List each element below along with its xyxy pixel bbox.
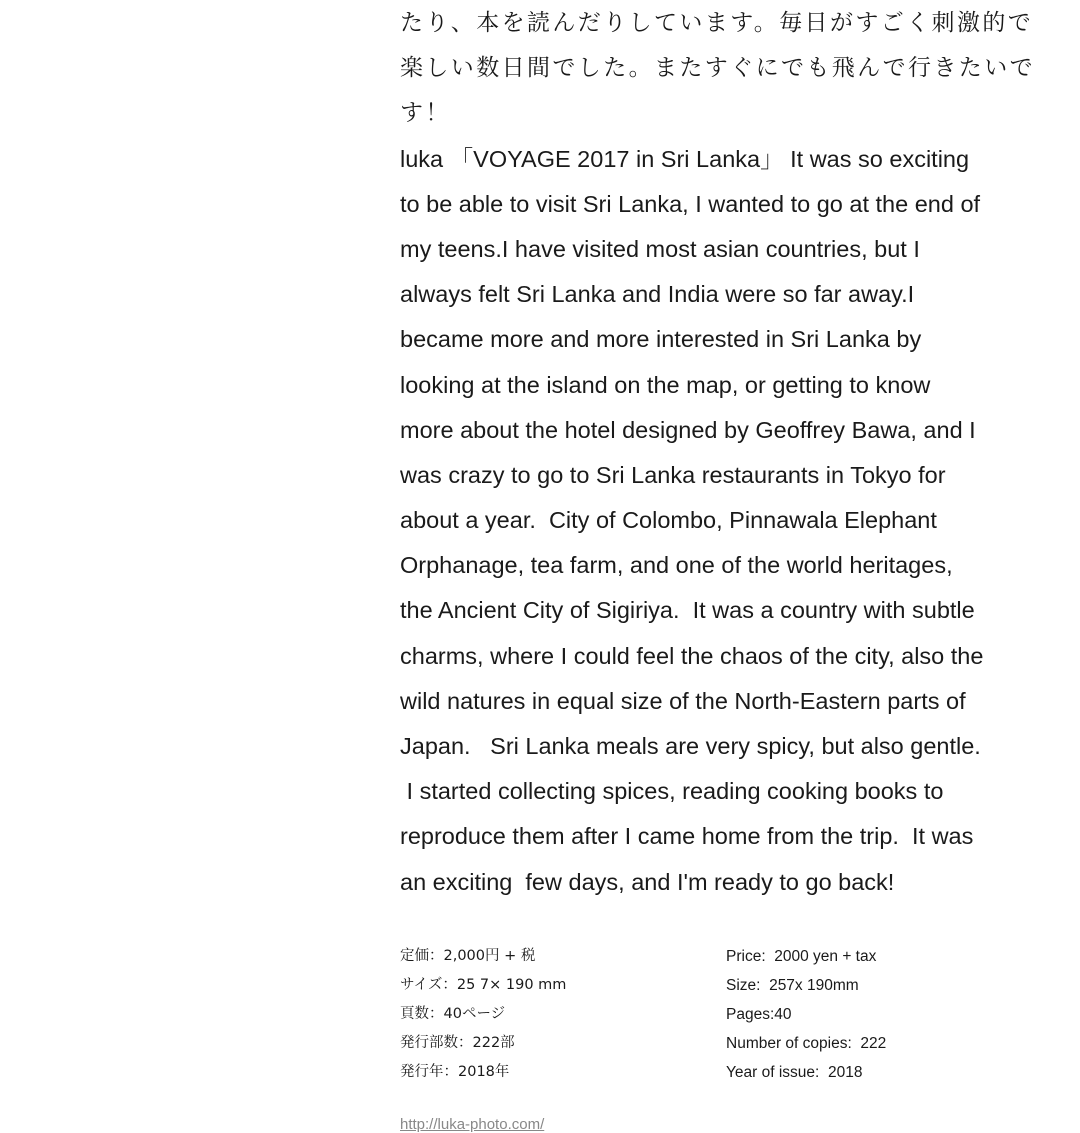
en-line: to be able to visit Sri Lanka, I wanted to go at the end of <box>400 190 981 217</box>
jp-line: たり、本を読んだりしています。毎日がすごく刺激的で <box>400 10 1034 36</box>
en-line: an exciting few days, and I'm ready to go back! <box>400 868 895 895</box>
en-line: the Ancient City of Sigiriya. It was a country with subtle <box>400 597 975 624</box>
spec-price-jp: 定価：2,000円 + 税 <box>400 948 536 964</box>
en-line: more about the hotel designed by Geoffrey Bawa, and I <box>400 416 976 443</box>
jp-line: 楽しい数日間でした。またすぐにでも飛んで行きたいで <box>400 55 1035 82</box>
en-line: Japan. Sri Lanka meals are very spicy, but also gentle. <box>400 733 981 759</box>
en-line: luka 「VOYAGE 2017 in Sri Lanka」 It was so exciting <box>400 145 970 172</box>
en-line: Orphanage, tea farm, and one of the world heritages, <box>400 552 953 579</box>
en-line: I started collecting spices, reading cooking books to <box>400 778 944 805</box>
jp-line: す！ <box>400 100 451 127</box>
spec-size-jp: サイズ：25 7× 190 mm <box>400 977 567 993</box>
english-paragraph <box>400 137 1060 905</box>
en-line: became more and more interested in Sri Lanka by <box>400 326 922 353</box>
en-line: was crazy to go to Sri Lanka restaurants in Tokyo for <box>400 461 946 488</box>
spec-copies-jp: 発行部数：222部 <box>400 1035 515 1051</box>
en-line: looking at the island on the map, or getting to know <box>400 371 931 398</box>
spec-pages-en: Pages:40 <box>726 1006 792 1023</box>
spec-pages-jp: 頁数：40ページ <box>400 1006 506 1022</box>
specs-english <box>726 942 886 1087</box>
en-line: always felt Sri Lanka and India were so far away.I <box>400 281 915 308</box>
website-link[interactable]: http://luka-photo.com/ <box>400 1116 545 1133</box>
spec-price-en: Price: 2000 yen + tax <box>726 948 877 965</box>
spec-size-en: Size: 257x 190mm <box>726 977 859 994</box>
en-line: charms, where I could feel the chaos of the city, also the <box>400 642 984 669</box>
en-line: about a year. City of Colombo, Pinnawala Elephant <box>400 507 937 534</box>
specs-japanese <box>400 942 726 1087</box>
japanese-paragraph <box>400 0 1060 137</box>
spec-year-jp: 発行年：2018年 <box>400 1064 510 1080</box>
en-line: wild natures in equal size of the North-Eastern parts of <box>400 687 966 714</box>
en-line: my teens.I have visited most asian countries, but I <box>400 235 920 262</box>
book-specs <box>400 942 1040 1087</box>
article-body <box>400 0 1060 905</box>
spec-copies-en: Number of copies: 222 <box>726 1035 887 1052</box>
en-line: reproduce them after I came home from the trip. It was <box>400 823 974 850</box>
spec-year-en: Year of issue: 2018 <box>726 1064 863 1081</box>
